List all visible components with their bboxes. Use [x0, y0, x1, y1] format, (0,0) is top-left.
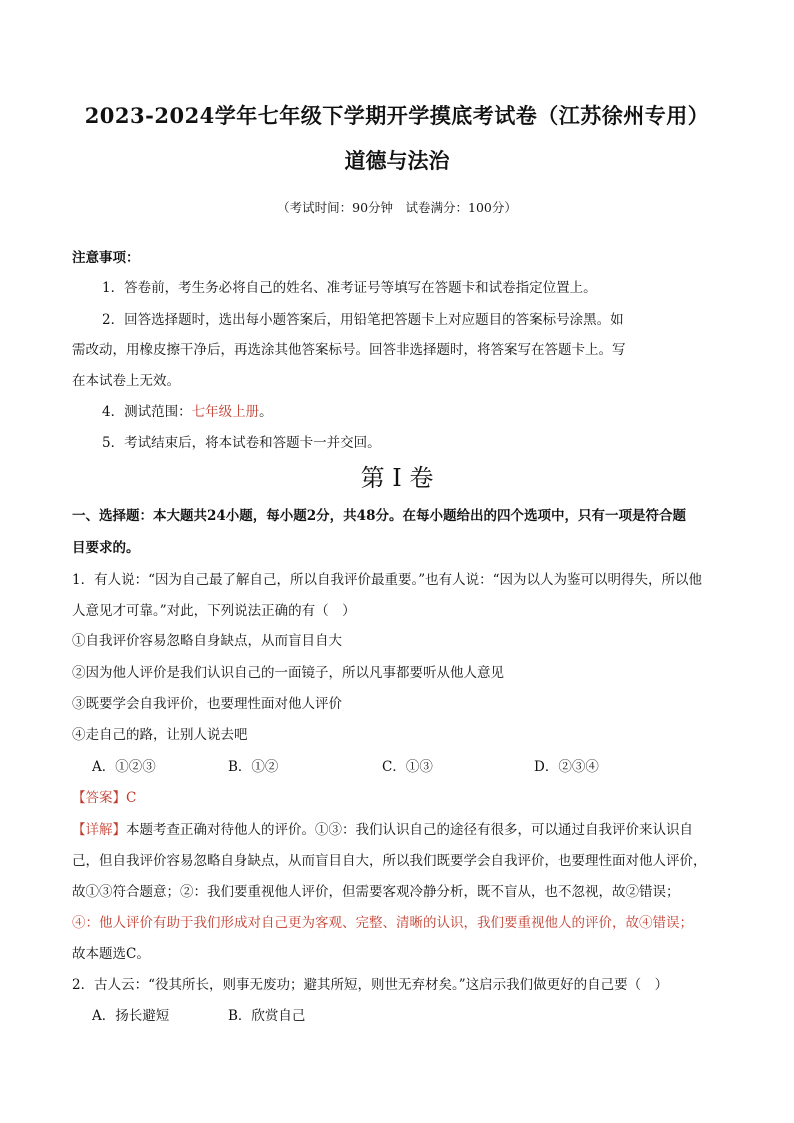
question-1-statement-1: ①自我评价容易忽略自身缺点，从而盲目自大	[72, 633, 342, 649]
question-2-option-a: A．扬长避短	[92, 1008, 170, 1024]
answer-value: C	[126, 790, 137, 806]
part1-instruction-line-2: 目要求的。	[72, 540, 140, 556]
notice-item-2-line-1: 2．回答选择题时，选出每小题答案后，用铅笔把答题卡上对应题目的答案标号涂黑。如	[102, 312, 624, 328]
question-1-answer	[72, 786, 136, 806]
question-2-option-b: B．欣赏自己	[228, 1008, 306, 1024]
question-1-detail-line-4: ④：他人评价有助于我们形成对自己更为客观、完整、清晰的认识，我们要重视他人的评价，故④错误；	[72, 915, 693, 931]
question-1-detail-line-3: 故①③符合题意；②：我们要重视他人评价，但需要客观冷静分析，既不盲从，也不忽视，故②错误；	[72, 884, 680, 900]
detail-label: 【详解】	[72, 822, 126, 838]
question-1-line-2: 人意见才可靠。”对此，下列说法正确的有（ ）	[72, 603, 356, 619]
question-1-option-b: B．①②	[228, 759, 279, 775]
question-1-option-c: C．①③	[382, 759, 433, 775]
exam-info: （考试时间：90分钟 试卷满分：100分）	[277, 200, 517, 215]
question-2-line-1: 2．古人云：“役其所长，则事无废功；避其所短，则世无弃材矣。”这启示我们做更好的自己要（ ）	[72, 977, 669, 993]
notice-item-1: 1．答卷前，考生务必将自己的姓名、准考证号等填写在答题卡和试卷指定位置上。	[102, 280, 597, 296]
notice-item-4	[102, 400, 273, 420]
question-1-option-a: A．①②③	[92, 759, 156, 775]
part1-instruction-line-1: 一、选择题：本大题共24小题，每小题2分，共48分。在每小题给出的四个选项中，只有一项是符合题	[72, 508, 686, 524]
answer-label: 【答案】	[72, 790, 126, 806]
notice-heading: 注意事项：	[72, 250, 140, 266]
question-1-detail-line-2: 己，但自我评价容易忽略自身缺点，从而盲目自大，所以我们既要学会自我评价，也要理性面对他人评价，	[72, 853, 707, 869]
question-1-line-1: 1．有人说：“因为自己最了解自己，所以自我评价最重要。”也有人说：“因为以人为鉴可以明得失，所以他	[72, 572, 703, 588]
notice-item-4-prefix: 4．测试范围：	[102, 404, 192, 420]
detail-text-1: 本题考查正确对待他人的评价。①③：我们认识自己的途径有很多，可以通过自我评价来认识自	[126, 822, 693, 838]
notice-item-5: 5．考试结束后，将本试卷和答题卡一并交回。	[102, 435, 381, 451]
test-scope: 七年级上册	[191, 404, 260, 420]
question-1-statement-2: ②因为他人评价是我们认识自己的一面镜子，所以凡事都要听从他人意见	[72, 665, 504, 681]
question-1-statement-4: ④走自己的路，让别人说去吧	[72, 727, 248, 743]
section-title: 第 I 卷	[360, 464, 434, 492]
notice-item-2-line-3: 在本试卷上无效。	[72, 373, 180, 389]
subject-title: 道德与法治	[344, 148, 450, 173]
notice-item-4-suffix: 。	[259, 404, 273, 420]
question-1-option-d: D．②③④	[534, 759, 599, 775]
question-1-detail-line-1	[72, 818, 693, 838]
question-1-detail-line-5: 故本题选C。	[72, 946, 150, 962]
exam-title: 2023-2024学年七年级下学期开学摸底考试卷（江苏徐州专用）	[84, 103, 710, 128]
question-1-statement-3: ③既要学会自我评价，也要理性面对他人评价	[72, 696, 342, 712]
notice-item-2-line-2: 需改动，用橡皮擦干净后，再选涂其他答案标号。回答非选择题时，将答案写在答题卡上。写	[72, 342, 626, 358]
